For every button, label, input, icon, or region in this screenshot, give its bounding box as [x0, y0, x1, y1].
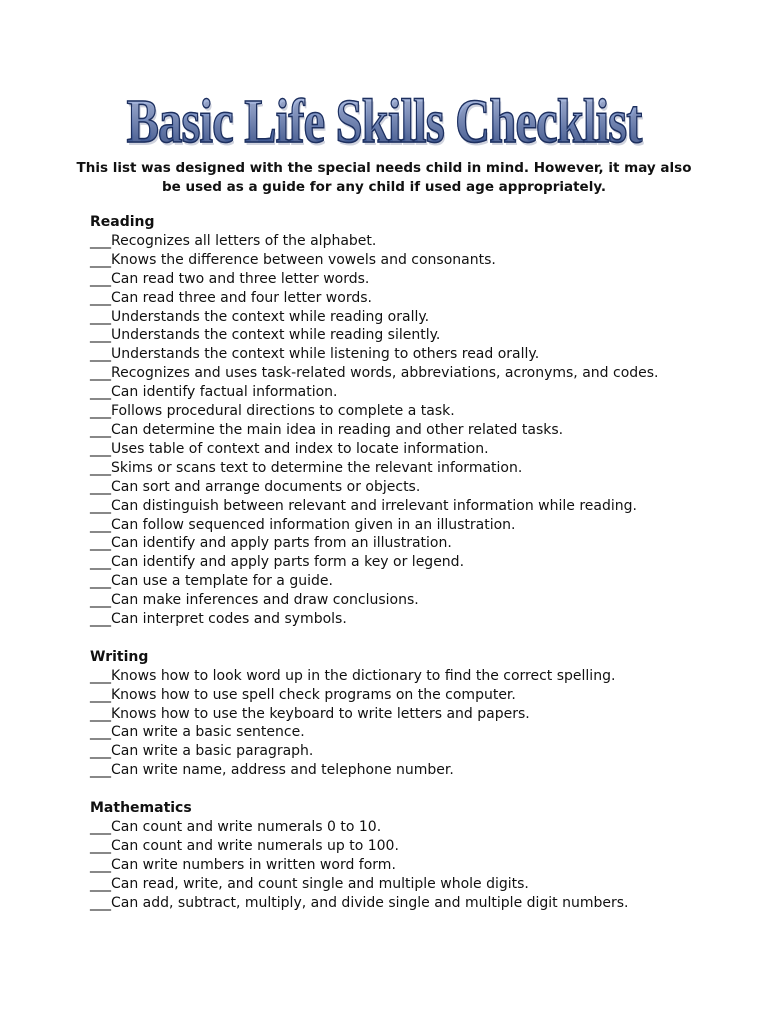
checklist-item: ___Can determine the main idea in reading and other related tasks.: [90, 421, 564, 438]
section-mathematics: [90, 799, 680, 912]
checklist-item: ___Knows how to use the keyboard to write letters and papers.: [90, 705, 530, 722]
checklist-item: ___Recognizes and uses task-related words, abbreviations, acronyms, and codes.: [90, 365, 659, 382]
checklist-item: ___Can identify and apply parts form a key or legend.: [90, 554, 465, 571]
section-heading-mathematics: Mathematics: [90, 800, 192, 817]
intro-line-2: be used as a guide for any child if used age appropriately.: [161, 179, 607, 195]
checklist-content: [90, 213, 680, 913]
title-container: [0, 84, 768, 164]
checklist-item: ___Can interpret codes and symbols.: [90, 611, 347, 628]
checklist-item: ___Follows procedural directions to complete a task.: [90, 403, 455, 420]
checklist-item: ___Uses table of context and index to locate information.: [90, 440, 489, 457]
section-spacer: [90, 629, 680, 648]
checklist-item: ___Knows the difference between vowels and consonants.: [90, 251, 496, 268]
checklist-item: ___Knows how to use spell check programs on the computer.: [90, 686, 516, 703]
checklist-item: ___Recognizes all letters of the alphabet.: [90, 232, 377, 249]
checklist-item: ___Can read, write, and count single and multiple whole digits.: [90, 875, 529, 892]
section-heading-writing: Writing: [90, 648, 149, 665]
section-spacer: [90, 780, 680, 799]
section-heading-reading: Reading: [90, 214, 155, 230]
section-reading: [90, 213, 680, 629]
checklist-item: ___Knows how to look word up in the dictionary to find the correct spelling.: [90, 667, 616, 684]
checklist-item: ___Can write name, address and telephone number.: [90, 762, 454, 779]
checklist-item: ___Understands the context while listening to others read orally.: [90, 346, 540, 363]
checklist-item: ___Can write a basic paragraph.: [90, 743, 314, 760]
checklist-item: ___Can distinguish between relevant and irrelevant information while reading.: [90, 497, 637, 514]
checklist-item: ___Skims or scans text to determine the relevant information.: [90, 459, 523, 476]
intro-paragraph: [60, 159, 708, 197]
checklist-item: ___Can write numbers in written word form.: [90, 856, 396, 873]
checklist-item: ___Can count and write numerals up to 100.: [90, 837, 399, 854]
checklist-item: ___Can add, subtract, multiply, and divide single and multiple digit numbers.: [90, 894, 629, 911]
checklist-item: ___Can make inferences and draw conclusions.: [90, 592, 419, 609]
checklist-item: ___Can write a basic sentence.: [90, 724, 305, 741]
checklist-item: ___Can sort and arrange documents or objects.: [90, 478, 421, 495]
intro-line-1: This list was designed with the special needs child in mind. However, it may also: [76, 160, 692, 176]
checklist-item: ___Can follow sequenced information given in an illustration.: [90, 516, 516, 533]
checklist-item: ___Can identify and apply parts from an illustration.: [90, 535, 452, 552]
checklist-item: ___Can use a template for a guide.: [90, 573, 333, 590]
page-title: Basic Life Skills Checklist: [127, 84, 642, 160]
checklist-item: ___Can read three and four letter words.: [90, 289, 372, 306]
checklist-item: ___Understands the context while reading orally.: [90, 308, 430, 325]
checklist-item: ___Can read two and three letter words.: [90, 270, 370, 287]
checklist-item: ___Can identify factual information.: [90, 384, 338, 401]
checklist-item: ___Can count and write numerals 0 to 10.: [90, 818, 382, 835]
section-writing: [90, 648, 680, 780]
checklist-item: ___Understands the context while reading silently.: [90, 327, 441, 344]
